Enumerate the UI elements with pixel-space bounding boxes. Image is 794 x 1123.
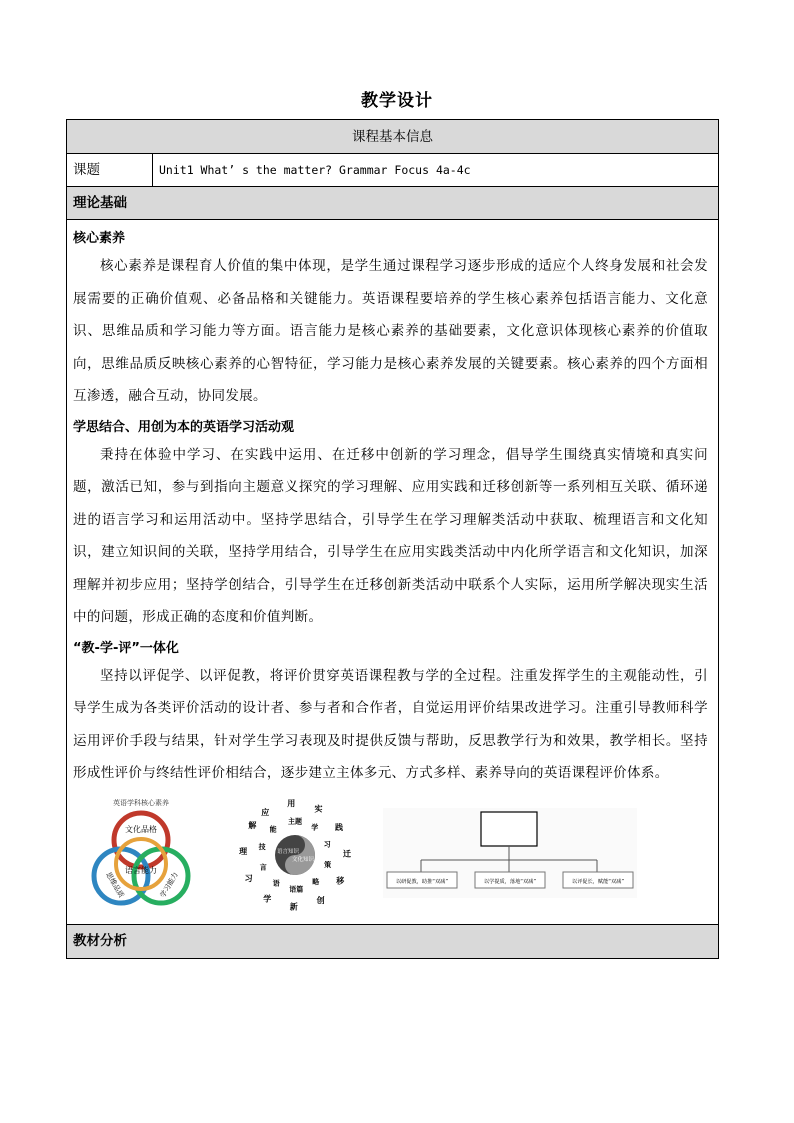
core-literacy-venn-diagram [81, 796, 201, 914]
venn-label-top: 文化品格 [125, 824, 157, 834]
tree-box-3-label: 以评促长，赋能“双减” [571, 878, 625, 885]
theory-content [67, 220, 718, 925]
venn-label-right: 学习能力 [158, 870, 180, 899]
venn-circle-center [116, 839, 166, 889]
venn-label-center: 语言能力 [125, 865, 157, 875]
wheel-inner-char: 能 [269, 824, 277, 833]
wheel-outer-char: 习 [244, 873, 253, 883]
section-textbook-title: 教材分析 [67, 925, 718, 958]
wheel-inner-char: 言 [259, 863, 267, 872]
figures-row [73, 796, 708, 914]
wheel-center-left: 语言知识 [276, 848, 300, 855]
wheel-inner-char: 习 [323, 839, 331, 848]
block-heading: “教-学-评”一体化 [73, 640, 179, 656]
activity-view-wheel-diagram [230, 796, 360, 914]
double-reduction-tree-diagram [383, 808, 637, 898]
venn-title: 英语学科核心素养 [113, 798, 169, 807]
tree-box-1-label: 以研促教，助推“双减” [395, 878, 449, 885]
wheel-inner-char: 策 [324, 860, 332, 869]
wheel-outer-char: 应 [261, 807, 270, 817]
topic-value: Unit1 What’ s the matter? Grammar Focus 4a-4c [159, 163, 471, 177]
wheel-inner-char: 技 [258, 842, 266, 851]
wheel-inner-char: 学 [311, 823, 319, 832]
block-paragraph: 秉持在体验中学习、在实践中运用、在迁移中创新的学习理念，倡导学生围绕真实情境和真实问题，激活已知，参与到指向主题意义探究的学习理解、应用实践和迁移创新等一系列相互关联、循环递进的语言学习和运用活动中。坚持学思结合，引导学生在学习理解类活动中获取、梳理语言和文化知识，建立知识间的关联，坚持学用结合，引导学生在应用实践类活动中内化所学语言和文化知识，加深理解并初步应用；坚持学创结合，引导学生在迁移创新类活动中联系个人实际，运用所学解决现实生活中的问题，形成正确的态度和价值判断。 [73, 446, 708, 625]
wheel-outer-char: 移 [336, 875, 345, 885]
wheel-outer-char: 用 [287, 798, 296, 808]
block-paragraph: 坚持以评促学、以评促教，将评价贯穿英语课程教与学的全过程。注重发挥学生的主观能动性，引导学生成为各类评价活动的设计者、参与者和合作者，自觉运用评价结果改进学习。注重引导教师科学运用评价手段与结果，针对学生学习表现及时提供反馈与帮助，反思教学行为和效果，教学相长。坚持形成性评价与终结性评价相结合，逐步建立主体多元、方式多样、素养导向的英语课程评价体系。 [73, 667, 708, 781]
table-header: 课程基本信息 [67, 120, 718, 154]
wheel-outer-char: 践 [335, 822, 343, 832]
wheel-outer-char: 迁 [343, 848, 351, 858]
wheel-inner-char: 主题 [288, 816, 302, 825]
wheel-inner-char: 略 [312, 877, 320, 886]
wheel-outer-char: 创 [316, 895, 325, 905]
block-heading: 学思结合、用创为本的英语学习活动观 [73, 419, 295, 435]
lesson-table [66, 119, 719, 959]
tree-root-box [481, 812, 537, 846]
tree-box-2-label: 以学提质，落地“双减” [483, 878, 537, 885]
section-theory-title: 理论基础 [67, 187, 718, 220]
block-paragraph: 核心素养是课程育人价值的集中体现，是学生通过课程学习逐步形成的适应个人终身发展和社会发展需要的正确价值观、必备品格和关键能力。英语课程要培养的学生核心素养包括语言能力、文化意识、思维品质和学习能力等方面。语言能力是核心素养的基础要素，文化意识体现核心素养的价值取向，思维品质反映核心素养的心智特征，学习能力是核心素养发展的关键要素。核心素养的四个方面相互渗透，融合互动，协同发展。 [73, 258, 708, 404]
wheel-outer-char: 理 [239, 846, 248, 856]
topic-row [67, 154, 718, 187]
wheel-outer-char: 实 [314, 803, 323, 813]
wheel-center-right: 文化知识 [291, 856, 315, 863]
wheel-outer-char: 解 [248, 820, 257, 830]
wheel-outer-char: 新 [289, 902, 298, 912]
venn-label-left: 思维品质 [104, 870, 126, 899]
wheel-inner-char: 语 [272, 879, 280, 888]
block-heading: 核心素养 [73, 231, 126, 246]
wheel-inner-char: 语篇 [289, 884, 304, 893]
topic-label: 课题 [67, 154, 153, 186]
wheel-outer-char: 学 [263, 894, 272, 904]
page-title: 教学设计 [361, 91, 433, 111]
